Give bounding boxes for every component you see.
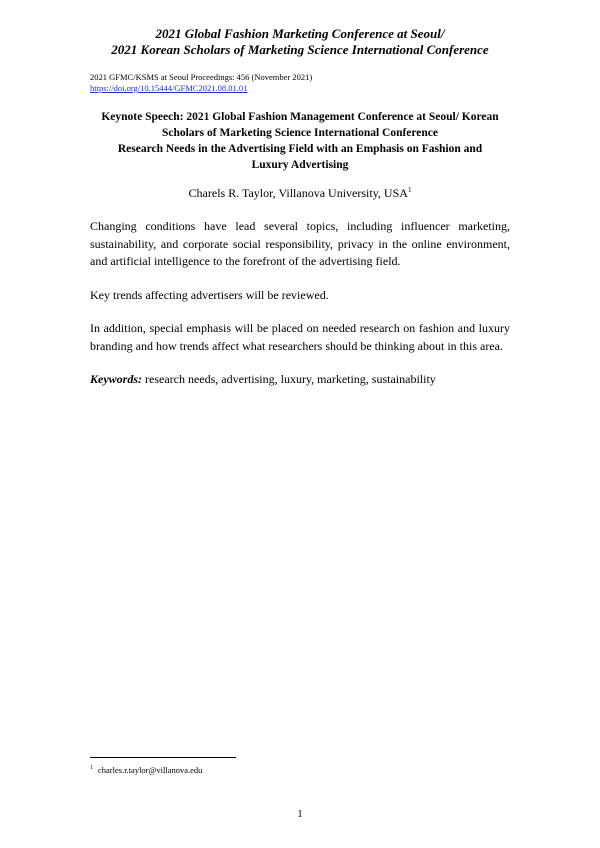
footnote-divider bbox=[90, 757, 236, 758]
author-footnote-mark: 1 bbox=[407, 186, 412, 194]
footnote-email: charles.r.taylor@villanova.edu bbox=[98, 765, 203, 775]
abstract-paragraph-2: Key trends affecting advertisers will be reviewed. bbox=[90, 287, 329, 302]
proceedings-citation: 2021 GFMC/KSMS at Seoul Proceedings: 456 (November 2021) bbox=[90, 72, 313, 82]
proceedings-meta bbox=[90, 72, 312, 94]
page-number: 1 bbox=[297, 808, 303, 820]
footnote bbox=[90, 765, 202, 775]
header-line-2: 2021 Korean Scholars of Marketing Science International Conference bbox=[111, 42, 489, 57]
keywords-list: research needs, advertising, luxury, marketing, sustainability bbox=[142, 372, 436, 386]
title-line-3: Research Needs in the Advertising Field with an Emphasis on Fashion and bbox=[117, 143, 483, 155]
author-name: Charels R. Taylor, Villanova University, USA bbox=[188, 186, 408, 200]
title-line-2: Scholars of Marketing Science International Conference bbox=[161, 127, 439, 139]
conference-header bbox=[0, 26, 600, 58]
doi-link[interactable]: https://doi.org/10.15444/GFMC2021.08.01.01 bbox=[90, 83, 248, 93]
footnote-mark: 1 bbox=[90, 765, 93, 772]
title-line-4: Luxury Advertising bbox=[251, 159, 349, 171]
abstract-body bbox=[90, 218, 510, 405]
keywords-label: Keywords: bbox=[90, 372, 142, 386]
keywords-line bbox=[90, 371, 510, 389]
title-line-1: Keynote Speech: 2021 Global Fashion Management Conference at Seoul/ Korean bbox=[101, 111, 499, 123]
header-line-1: 2021 Global Fashion Marketing Conference at Seoul/ bbox=[155, 26, 445, 41]
author-line bbox=[0, 186, 600, 201]
abstract-paragraph-1: Changing conditions have lead several topics, including influencer marketing, sustainability, and corporate social responsibility, privacy in the online environment, and artificial intelligence to the forefront of the advertising field. bbox=[90, 219, 510, 268]
abstract-paragraph-3: In addition, special emphasis will be placed on needed research on fashion and luxury branding and how trends affect what researchers should be thinking about in this area. bbox=[90, 321, 510, 353]
paper-title bbox=[90, 109, 510, 173]
